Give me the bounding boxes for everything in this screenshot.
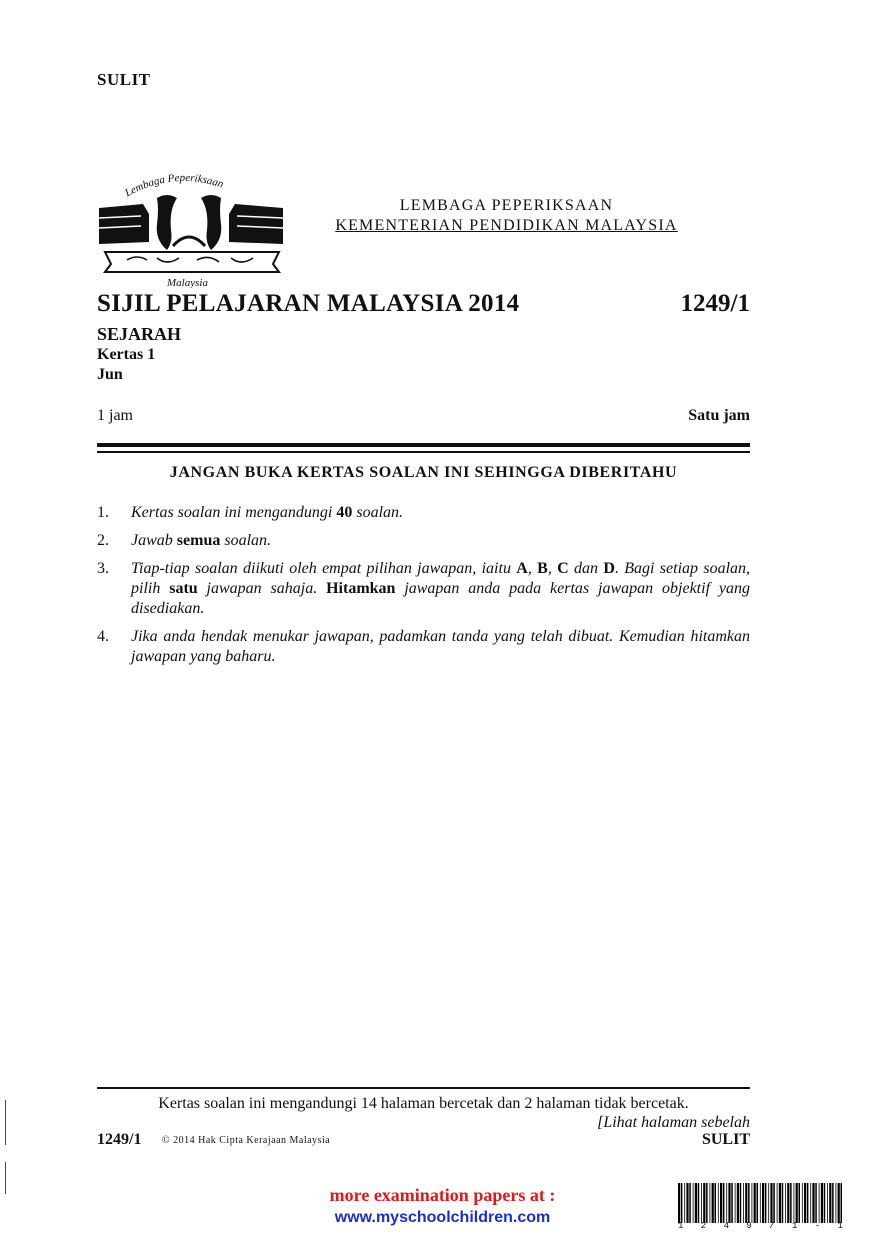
barcode-bar <box>698 1183 700 1223</box>
barcode-bar <box>777 1183 778 1223</box>
instructions-list <box>97 503 750 675</box>
instruction-item <box>97 503 750 523</box>
barcode-bar <box>838 1183 840 1223</box>
barcode-bar <box>760 1183 761 1223</box>
barcode-bar <box>754 1183 756 1223</box>
barcode-bar <box>701 1183 702 1223</box>
barcode-bar <box>829 1183 831 1223</box>
logo-top-text: Lembaga Peperiksaan <box>122 171 226 200</box>
instruction-number: 4. <box>97 628 109 645</box>
instruction-text: . Bagi setiap soalan, pilih <box>131 560 751 597</box>
instruction-emphasis: satu <box>169 580 198 597</box>
classification-label-top: SULIT <box>97 70 151 89</box>
barcode-bar <box>804 1183 806 1223</box>
board-name-line2: KEMENTERIAN PENDIDIKAN MALAYSIA <box>335 217 678 234</box>
barcode-bar <box>728 1183 730 1223</box>
instruction-text: soalan. <box>220 532 272 549</box>
barcode-bar <box>706 1183 708 1223</box>
logo-bottom-text: Malaysia <box>167 277 208 288</box>
scan-edge-mark <box>5 1100 6 1145</box>
barcode-digits <box>678 1221 843 1231</box>
barcode-bar <box>794 1183 795 1223</box>
barcode-bar <box>787 1183 789 1223</box>
barcode-bar <box>720 1183 722 1223</box>
do-not-open-warning: JANGAN BUKA KERTAS SOALAN INI SEHINGGA DIBERITAHU <box>169 464 678 481</box>
barcode-bar <box>712 1183 714 1223</box>
promo-text: more examination papers at : <box>329 1185 556 1205</box>
barcode-digit: - <box>814 1221 821 1231</box>
instruction-text: Jika anda hendak menukar jawapan, padamkan tanda yang telah dibuat. Kemudian hitamkan jawapan yang baharu. <box>131 628 750 665</box>
instruction-text: , <box>547 560 558 577</box>
barcode-digit: 9 <box>746 1221 752 1231</box>
barcode-bar <box>681 1183 683 1223</box>
barcode-bar <box>779 1183 781 1223</box>
barcode-bar <box>785 1183 786 1223</box>
barcode-bar <box>748 1183 750 1223</box>
barcode-bar <box>731 1183 733 1223</box>
barcode-bar <box>832 1183 834 1223</box>
barcode-bar <box>752 1183 753 1223</box>
barcode-bar <box>765 1183 767 1223</box>
page-count-note: Kertas soalan ini mengandungi 14 halaman bercetak dan 2 halaman tidak bercetak. <box>158 1095 689 1112</box>
barcode-bar <box>824 1183 826 1223</box>
duration-words: Satu jam <box>688 407 750 424</box>
next-page-note: [Lihat halaman sebelah <box>597 1114 750 1131</box>
barcode-bar <box>726 1183 727 1223</box>
instruction-text: , <box>527 560 538 577</box>
barcode-bar <box>740 1183 742 1223</box>
barcode <box>678 1183 843 1223</box>
barcode-bar <box>782 1183 784 1223</box>
divider-thick <box>97 443 750 447</box>
barcode-bar <box>735 1183 736 1223</box>
barcode-bar <box>762 1183 764 1223</box>
barcode-bar <box>827 1183 828 1223</box>
instruction-item <box>97 559 750 619</box>
barcode-bar <box>773 1183 775 1223</box>
barcode-bar <box>686 1183 688 1223</box>
instruction-number: 2. <box>97 532 109 549</box>
barcode-bar <box>695 1183 697 1223</box>
barcode-bar <box>745 1183 747 1223</box>
instruction-emphasis: C <box>557 560 569 577</box>
exam-board-name <box>318 196 695 236</box>
barcode-digit: 1 <box>791 1221 798 1231</box>
instruction-number: 1. <box>97 504 109 521</box>
barcode-bar <box>815 1183 817 1223</box>
instruction-emphasis: B <box>537 560 548 577</box>
barcode-bar <box>718 1183 719 1223</box>
barcode-bar <box>841 1183 843 1223</box>
instruction-text: Kertas soalan ini mengandungi <box>131 504 337 521</box>
instruction-text: Jawab <box>131 532 177 549</box>
paper-code: 1249/1 <box>680 290 750 317</box>
footer-divider <box>97 1087 750 1089</box>
barcode-bar <box>770 1183 772 1223</box>
barcode-bar <box>802 1183 803 1223</box>
instruction-text: Tiap-tiap soalan diikuti oleh empat pilihan jawapan, iaitu <box>131 560 517 577</box>
exam-month: Jun <box>97 366 123 383</box>
divider-thin <box>97 451 750 453</box>
instruction-number: 3. <box>97 560 109 577</box>
barcode-digit: 4 <box>723 1221 729 1231</box>
barcode-bar <box>796 1183 798 1223</box>
barcode-bar <box>715 1183 717 1223</box>
duration-numeric: 1 jam <box>97 407 133 424</box>
barcode-bar <box>812 1183 814 1223</box>
barcode-bar <box>757 1183 759 1223</box>
instruction-item <box>97 627 750 667</box>
paper-number: Kertas 1 <box>97 346 156 363</box>
barcode-bar <box>684 1183 685 1223</box>
barcode-bar <box>743 1183 744 1223</box>
exam-title: SIJIL PELAJARAN MALAYSIA 2014 <box>97 290 520 317</box>
barcode-bar <box>693 1183 694 1223</box>
barcode-bar <box>703 1183 705 1223</box>
barcode-bar <box>836 1183 837 1223</box>
classification-label-bottom: SULIT <box>701 1131 750 1148</box>
barcode-bar <box>807 1183 809 1223</box>
barcode-bar <box>821 1183 823 1223</box>
barcode-digit: 1 <box>837 1221 843 1231</box>
barcode-bar <box>790 1183 792 1223</box>
copyright-notice: © 2014 Hak Cipta Kerajaan Malaysia <box>162 1135 331 1146</box>
barcode-bar <box>819 1183 820 1223</box>
barcode-digit: 2 <box>700 1221 707 1231</box>
barcode-bar <box>810 1183 811 1223</box>
barcode-bar <box>799 1183 801 1223</box>
instruction-emphasis: 40 <box>336 504 353 521</box>
board-name-line1: LEMBAGA PEPERIKSAAN <box>399 197 614 214</box>
instruction-emphasis: Hitamkan <box>326 580 396 597</box>
subject-name: SEJARAH <box>97 324 182 344</box>
instruction-text: soalan. <box>352 504 404 521</box>
instruction-item <box>97 531 750 551</box>
barcode-bar <box>737 1183 739 1223</box>
instruction-emphasis: A <box>516 560 528 577</box>
barcode-digit: / <box>769 1221 775 1231</box>
scan-edge-mark <box>5 1162 6 1194</box>
barcode-bar <box>723 1183 725 1223</box>
barcode-bar <box>768 1183 769 1223</box>
exam-board-logo <box>97 168 287 288</box>
barcode-digit: 1 <box>678 1221 684 1231</box>
instruction-emphasis: D <box>603 560 615 577</box>
instruction-text: jawapan sahaja. <box>197 580 327 597</box>
promo-website-link[interactable]: www.myschoolchildren.com <box>334 1209 551 1226</box>
barcode-bar <box>689 1183 691 1223</box>
barcode-bar <box>678 1183 680 1223</box>
footer-paper-code: 1249/1 <box>97 1131 142 1148</box>
barcode-bar <box>710 1183 711 1223</box>
instruction-text: jawapan anda pada kertas jawapan objektif yang disediakan. <box>131 580 750 617</box>
instruction-emphasis: semua <box>176 532 221 549</box>
instruction-text: dan <box>568 560 604 577</box>
